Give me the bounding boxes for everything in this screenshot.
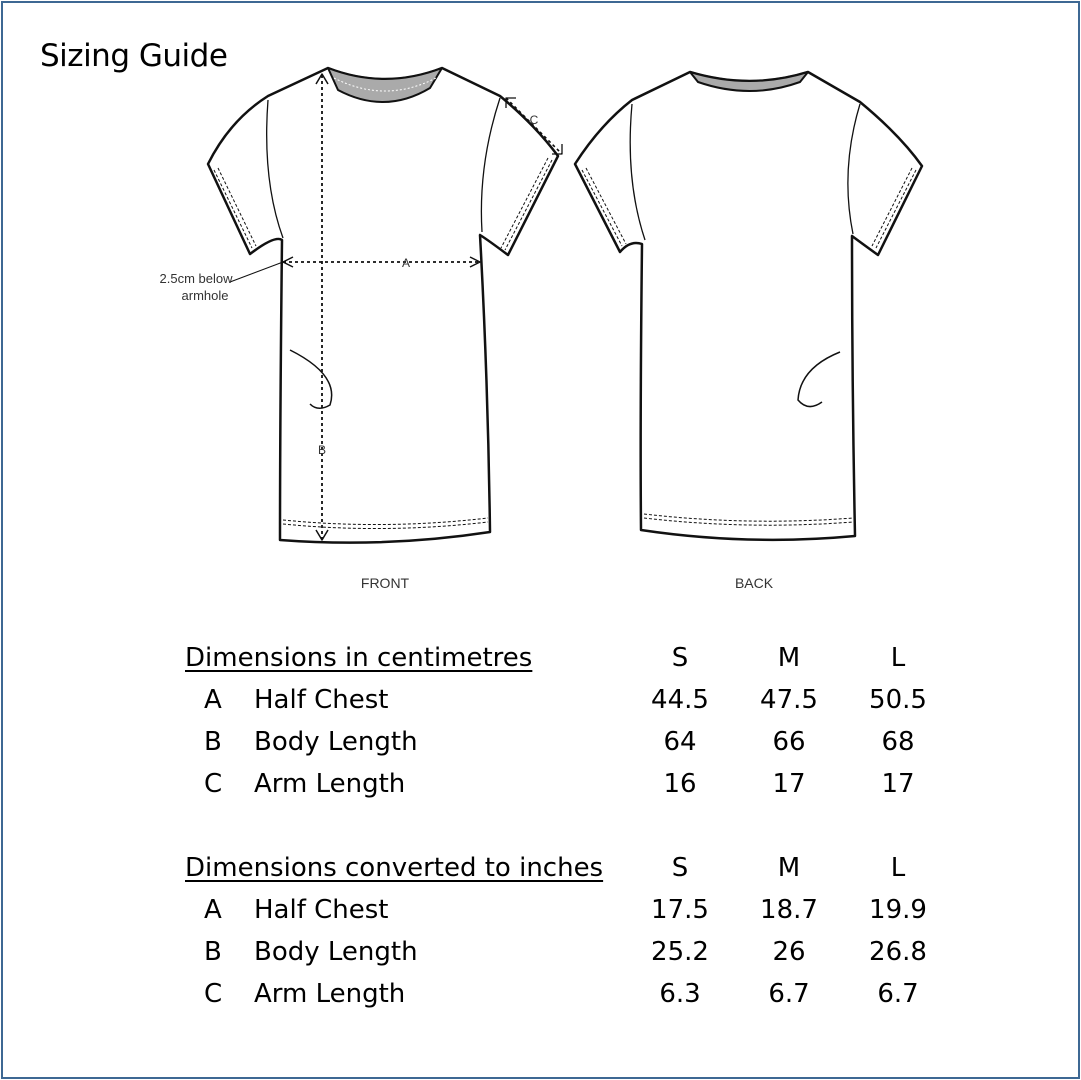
inch-table-header [185,847,945,889]
size-m-header: M [777,853,801,883]
front-collar [328,68,442,102]
back-tshirt [575,72,922,540]
size-l-header: L [890,643,906,673]
measure-name: Body Length [254,937,418,967]
armhole-note-line2: armhole [181,288,229,303]
front-tshirt [208,68,562,543]
value-s: 17.5 [651,895,709,925]
table-row [185,931,945,973]
size-l-header: L [890,853,906,883]
measure-name: Arm Length [254,769,406,799]
cm-table [185,637,945,805]
cm-table-header [185,637,945,679]
value-l: 17 [881,769,915,799]
value-l: 19.9 [869,895,927,925]
back-label: BACK [734,575,774,591]
value-m: 18.7 [760,895,818,925]
measure-name: Arm Length [254,979,406,1009]
measure-code: B [204,727,222,757]
table-row [185,973,945,1015]
value-s: 44.5 [651,685,709,715]
size-s-header: S [671,643,689,673]
measure-name: Half Chest [254,685,389,715]
armhole-note-line1: 2.5cm below [159,271,233,286]
value-l: 50.5 [869,685,927,715]
size-s-header: S [671,853,689,883]
size-m-header: M [777,643,801,673]
table-row [185,721,945,763]
value-m: 17 [772,769,806,799]
value-s: 16 [663,769,697,799]
inch-table [185,847,945,1015]
measure-name: Body Length [254,727,418,757]
table-row [185,763,945,805]
value-m: 6.7 [768,979,810,1009]
value-s: 64 [663,727,697,757]
value-m: 26 [772,937,806,967]
table-row [185,679,945,721]
measure-code: C [204,979,223,1009]
label-b: B [317,443,327,457]
measure-name: Half Chest [254,895,389,925]
value-l: 26.8 [869,937,927,967]
value-m: 66 [772,727,806,757]
cm-table-heading: Dimensions in centimetres [185,643,533,673]
front-outline [208,68,558,543]
value-l: 68 [881,727,915,757]
table-row [185,889,945,931]
value-s: 6.3 [659,979,701,1009]
value-l: 6.7 [877,979,919,1009]
value-m: 47.5 [760,685,818,715]
value-s: 25.2 [651,937,709,967]
front-label: FRONT [360,575,410,591]
measure-code: A [204,895,222,925]
measure-code: C [204,769,223,799]
label-c: C [529,113,539,127]
label-a: A [401,256,411,270]
measure-code: A [204,685,222,715]
inch-table-heading: Dimensions converted to inches [185,853,604,883]
back-outline [575,72,922,540]
back-collar [690,72,808,91]
page-title: Sizing Guide [40,38,228,74]
measure-code: B [204,937,222,967]
